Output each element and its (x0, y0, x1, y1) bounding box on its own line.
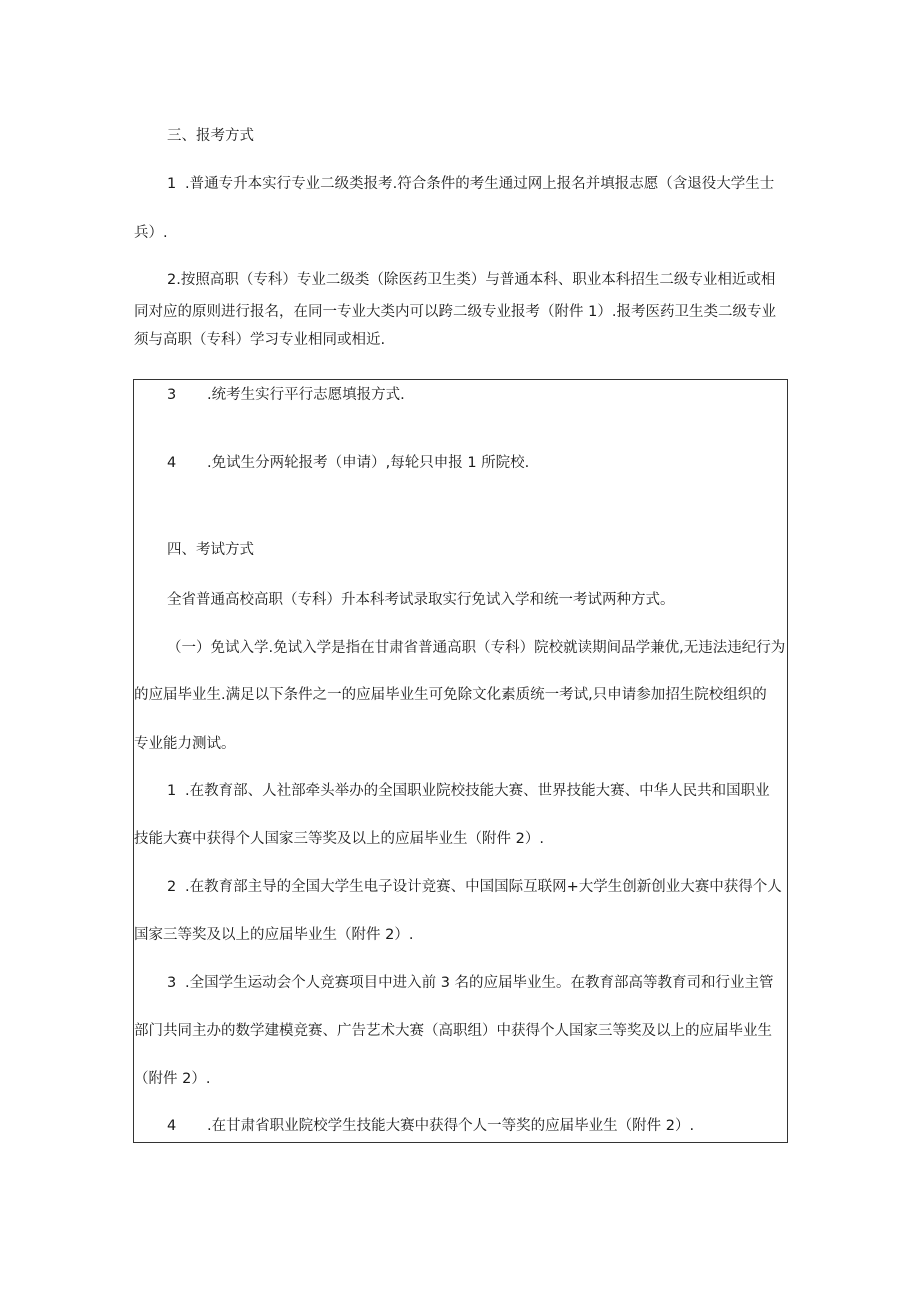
section3-item2-line2: 同对应的原则进行报名，在同一专业大类内可以跨二级专业报考（附件 1）.报考医药卫生类二级专业 (134, 304, 776, 320)
section4-cond4 (167, 1116, 694, 1136)
section4-cond3-line1 (167, 973, 774, 993)
item-number: 4 (167, 455, 177, 471)
section4-cond1-line1 (167, 781, 770, 801)
section4-sub1-line1: （一）免试入学.免试入学是指在甘肃省普通高职（专科）院校就读期间品学兼优,无违法违纪行为 (167, 640, 786, 656)
section4-cond3-line2: 部门共同主办的数学建模竞赛、广告艺术大赛（高职组）中获得个人国家三等奖及以上的应届毕业生 (134, 1023, 772, 1039)
section4-cond3-line3: （附件 2）. (134, 1071, 211, 1087)
item-number: 3 (167, 387, 177, 403)
section3-item2-line3: 须与高职（专科）学习专业相同或相近. (134, 332, 386, 348)
section3-item3 (167, 385, 405, 405)
section4-sub1-line2: 的应届毕业生.满足以下条件之一的应届毕业生可免除文化素质统一考试,只申请参加招生院校组织的 (134, 687, 767, 703)
item-number: 2 (167, 879, 177, 895)
section4-cond1-line2: 技能大赛中获得个人国家三等奖及以上的应届毕业生（附件 2）. (134, 831, 544, 847)
item-text: .全国学生运动会个人竞赛项目中进入前 3 名的应届毕业生。在教育部高等教育司和行业主管 (185, 975, 774, 991)
item-number: 1 (167, 783, 177, 799)
section4-sub1-line3: 专业能力测试。 (134, 736, 236, 752)
item-text: .在教育部主导的全国大学生电子设计竞赛、中国国际互联网+大学生创新创业大赛中获得个人 (185, 879, 782, 895)
section3-item2-line1: 2.按照高职（专科）专业二级类（除医药卫生类）与普通本科、职业本科招生二级专业相近或相 (167, 272, 776, 288)
section3-heading: 三、报考方式 (167, 128, 254, 144)
section4-intro: 全省普通高校高职（专科）升本科考试录取实行免试入学和统一考试两种方式。 (167, 592, 675, 608)
section3-item1-line2: 兵）. (134, 225, 168, 241)
section4-heading: 四、考试方式 (167, 542, 254, 558)
item-text: .免试生分两轮报考（申请）,每轮只申报 1 所院校. (207, 455, 530, 471)
item-number: 3 (167, 975, 177, 991)
item-text: .在教育部、人社部牵头举办的全国职业院校技能大赛、世界技能大赛、中华人民共和国职业 (185, 783, 770, 799)
item-text: .统考生实行平行志愿填报方式. (207, 387, 405, 403)
section3-item1-line1 (167, 174, 774, 194)
item-text: .普通专升本实行专业二级类报考.符合条件的考生通过网上报名并填报志愿（含退役大学生士 (185, 176, 775, 192)
section4-cond2-line1 (167, 877, 782, 897)
section3-item4 (167, 453, 529, 473)
item-number: 1 (167, 176, 177, 192)
item-text: .在甘肃省职业院校学生技能大赛中获得个人一等奖的应届毕业生（附件 2）. (207, 1118, 695, 1134)
item-number: 4 (167, 1118, 177, 1134)
section4-cond2-line2: 国家三等奖及以上的应届毕业生（附件 2）. (134, 927, 414, 943)
